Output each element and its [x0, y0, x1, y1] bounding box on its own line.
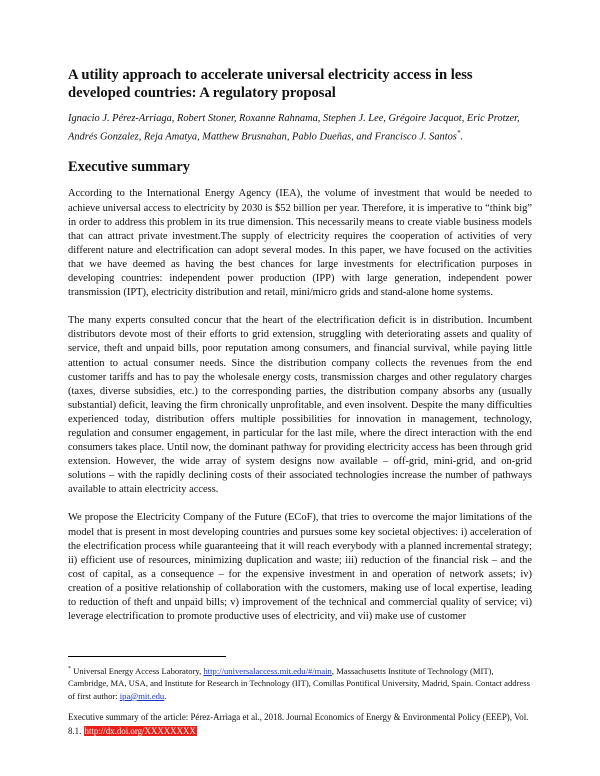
citation-text: Executive summary of the article: Pérez-Arriaga et al., 2018. Journal Economics of Energy & Environmental Policy (EEEP), Vol. 8.1. [68, 712, 529, 736]
doi-link[interactable]: http://dx.doi.org/XXXXXXXX [84, 726, 196, 736]
paragraph-1: According to the International Energy Agency (IEA), the volume of investment that would be needed to achieve universal access to electricity by 2030 is $52 billion per year. Therefore, it is imperative to “think big” in order to address this problem in its true dimension. This necessarily means to create viable business models that can attract private investment.The supply of electricity requires the cooperation of activities of very different nature and electrification can adopt several modes. In this paper, we have focused on the activities that we have deemed as having the best chances for large investments for electrification purposes in developing countries: independent power production (IPP) with large generation, independent power transmission (IPT), electricity distribution and retail, mini/micro grids and stand-alone home systems. [68, 188, 532, 299]
author-list: Ignacio J. Pérez-Arriaga, Robert Stoner, Roxanne Rahnama, Stephen J. Lee, Grégoire Jacquot, Eric Protzer, Andrés Gonzalez, Reja Amatya, Matthew Brusnahan, Pablo Dueñas, and Francisco J. Santos*. [68, 113, 520, 143]
footnote-end: . [164, 690, 167, 701]
footnote-mark: * [68, 666, 71, 672]
footnote [68, 663, 532, 702]
author-names: Ignacio J. Pérez-Arriaga, Robert Stoner, Roxanne Rahnama, Stephen J. Lee, Grégoire Jacquot, Eric Protzer, Andrés Gonzalez, Reja Amatya, Matthew Brusnahan, Pablo Dueñas, and Francisco J. Santos [68, 113, 520, 143]
paper-title: A utility approach to accelerate universal electricity access in less developed countries: A regulatory proposal [68, 67, 473, 101]
footnote-divider [68, 656, 226, 657]
paragraph-2: The many experts consulted concur that the heart of the electrification deficit is in distribution. Incumbent distributors devote most of their efforts to grid extension, struggling with deteriorating assets and quality of service, theft and unpaid bills, poor reputation among consumers, and financial survival, while paying little attention to actual consumer needs. Since the distribution company collects the revenues from the end customer tariffs and has to pay the wholesale energy costs, transmission charges and other regulatory charges (taxes, diverse subsidies, etc.) to the corresponding parties, the distribution company absorbs any (usually substantial) deficit, leaving the firm chronically unprofitable, and even insolvent. Despite the many difficulties experienced today, distribution offers multiple possibilities for innovation in management, technology, regulation and consumer engagement, in particular for the last mile, where the direct interaction with the end consumers takes place. Until now, the dominant pathway for providing electricity access has been through grid extension. However, the wide array of system designs now available – off-grid, mini-grid, and on-grid solutions – with the rapidly declining costs of their associated technologies increase the number of pathways available to attain electricity access. [68, 315, 532, 496]
contact-email-link[interactable]: ipa@mit.edu [119, 690, 165, 701]
footnote-text-1: Universal Energy Access Laboratory, [71, 665, 204, 676]
section-heading: Executive summary [68, 159, 190, 176]
paragraph-3: We propose the Electricity Company of the Future (ECoF), that tries to overcome the major limitations of the model that is present in most developing countries and pursues some key societal objectives: i) acceleration of the electrification process while guaranteeing that it will reach everybody with a planned incremental strategy; ii) efficient use of resources, minimizing duplication and waste; iii) reduction of the financial risk – and the cost of capital, as a consequence – for the expensive investment in and operation of network assets; iv) creation of a positive relationship of collaboration with the customers, making use of local expertise, leading to reduction of theft and unpaid bills; v) improvement of the technical and commercial quality of service; vi) leverage electrification to promote productive uses of electricity, and vii) make use of customer [68, 512, 532, 623]
author-footnote-mark[interactable]: * [456, 129, 461, 137]
footnote-text-2: , Massachusetts Institute of Technology (MIT), Cambridge, MA, USA, and Institute for Research in Technology (IIT), Comillas Pontifical University, Madrid, Spain. Contact address of first author: [68, 665, 530, 701]
citation [68, 710, 532, 738]
main-content [68, 66, 532, 624]
lab-link[interactable]: http://universalaccess.mit.edu/#/main [203, 665, 332, 676]
